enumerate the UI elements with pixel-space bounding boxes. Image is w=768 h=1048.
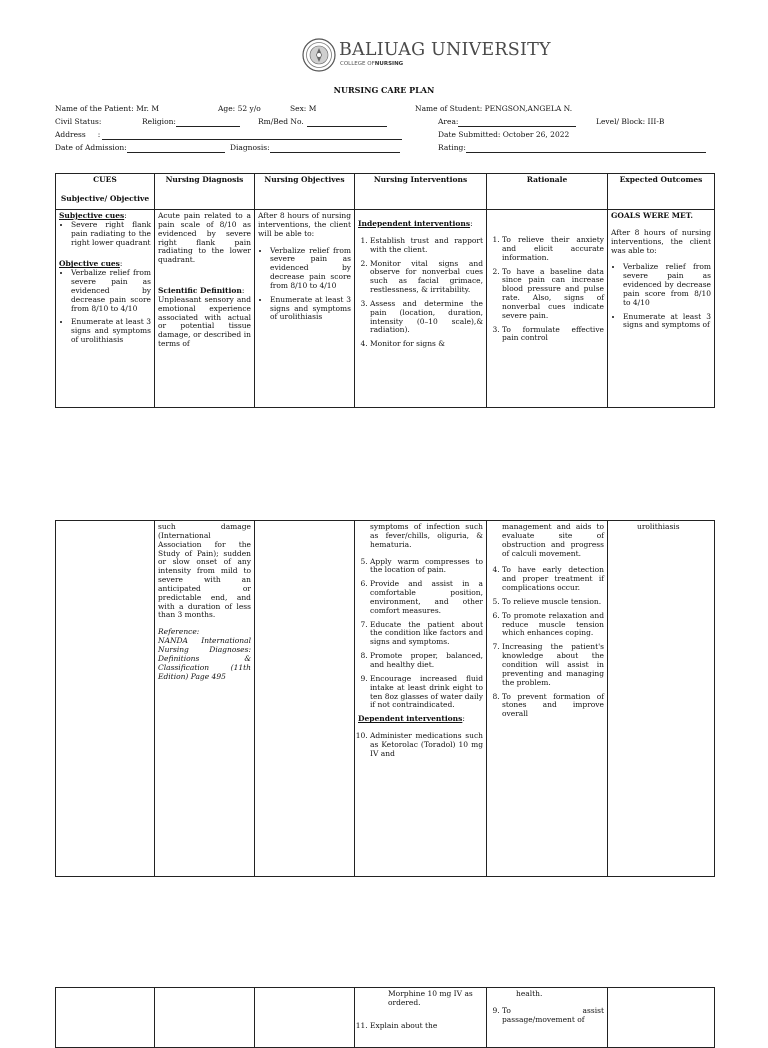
civil-status-line: Civil Status: <box>55 117 102 126</box>
intervention-item: 5. Apply warm compresses to the location of pain. <box>370 558 483 576</box>
interventions-cell <box>355 521 487 877</box>
university-logo <box>302 38 551 74</box>
header-rationale: Rationale <box>487 174 608 210</box>
rationale-item: 7. Increasing the patient's knowledge about the condition will assist in preventing and managing the problem. <box>502 643 604 687</box>
interventions-list <box>358 1022 483 1031</box>
objectives-cell <box>255 521 355 877</box>
rationale-item: 5. To relieve muscle tension. <box>502 598 604 607</box>
area-line: Area: <box>438 118 576 127</box>
date-submitted-line: Date Submitted: October 26, 2022 <box>438 130 570 139</box>
independent-heading: Independent interventions: <box>358 219 473 228</box>
outcome-continued: urolithiasis <box>637 522 680 531</box>
diagnosis-cell <box>155 521 255 877</box>
intervention-continued: symptoms of infection such as fever/chills, oliguria, & hematuria. <box>370 522 483 549</box>
intervention-item: 8. Promote proper, balanced, and healthy diet. <box>370 652 483 670</box>
rationale-list <box>490 236 604 343</box>
care-plan-table-page3 <box>55 987 715 1048</box>
diagnosis-line: Diagnosis: <box>230 144 400 153</box>
age-value: 52 y/o <box>237 104 261 113</box>
diagnosis-text: Acute pain related to a pain scale of 8/10 as evidenced by severe right flank pain radiating to the lower quadrant. <box>158 211 251 265</box>
patient-name-line: Name of the Patient: Mr. M <box>55 104 159 113</box>
outcomes-intro: After 8 hours of nursing interventions, the client was able to: <box>611 227 711 255</box>
rationale-item: 3. To formulate effective pain control <box>502 326 604 344</box>
objective-cue-item: • Enumerate at least 3 signs and symptoms of urolithiasis <box>71 318 151 345</box>
objectives-cell <box>255 210 355 408</box>
rationale-item: 4. To have early detection and proper treatment if complications occur. <box>502 566 604 593</box>
university-seal-icon <box>302 38 336 72</box>
scientific-definition-heading: Scientific Definition: <box>158 286 245 296</box>
rationale-item: 1. To relieve their anxiety and elicit accurate information. <box>502 236 604 263</box>
rm-bed-line: Rm/Bed No. <box>258 118 387 127</box>
intervention-item: 7. Educate the patient about the condition like factors and signs and symptoms. <box>370 621 483 648</box>
scientific-definition-text: Unpleasant sensory and emotional experience associated with actual or potential tissue damage, or described in terms of <box>158 294 251 349</box>
subjective-cues-heading: Subjective cues: <box>59 211 127 220</box>
objectives-intro: After 8 hours of nursing interventions, the client will be able to: <box>258 211 351 238</box>
rationale-list <box>490 566 604 719</box>
header-interventions: Nursing Interventions <box>355 174 487 210</box>
rationale-list <box>490 1007 604 1025</box>
intervention-item: 2. Monitor vital signs and observe for nonverbal cues such as facial grimace, restlessness, & irritability. <box>370 260 483 295</box>
rationale-item: 2. To have a baseline data since pain can increase blood pressure and pulse rate. Also, signs of nonverbal cues indicate severe pain. <box>502 268 604 321</box>
intervention-item: 4. Monitor for signs & <box>370 340 483 349</box>
rating-line: Rating: <box>438 144 706 153</box>
header-diagnosis: Nursing Diagnosis <box>155 174 255 210</box>
dependent-list <box>358 732 483 759</box>
care-plan-table-page2 <box>55 520 715 877</box>
outcomes-cell <box>608 521 715 877</box>
rationale-cell <box>487 988 608 1048</box>
header-cues: CUES Subjective/ Objective <box>56 174 155 210</box>
rationale-continued: health. <box>516 989 543 998</box>
cues-cell <box>56 210 155 408</box>
objectives-cell <box>255 988 355 1048</box>
intervention-item: 11. Explain about the <box>370 1022 483 1031</box>
intervention-item: 9. Encourage increased fluid intake at least drink eight to ten 8oz glasses of water daily if not contraindicated. <box>370 675 483 710</box>
objective-cues-list <box>59 269 151 345</box>
diagnosis-text-continued: such damage (International Association for the Study of Pain); sudden or slow onset of any intensity from mild to severe with an anticipated or predictable end, and with a duration of less than 3 months. <box>158 522 251 620</box>
reference-text: NANDA International Nursing Diagnoses: Definitions & Classification (11th Edition) Page 495 <box>158 636 251 681</box>
objective-item: • Enumerate at least 3 signs and symptoms of urolithiasis <box>270 296 351 323</box>
outcome-item: • Verbalize relief from severe pain as evidenced by decrease pain score from 8/10 to 4/10 <box>623 263 711 307</box>
interventions-cell <box>355 988 487 1048</box>
intervention-continued: Morphine 10 mg IV as ordered. <box>388 989 473 1007</box>
document-title: NURSING CARE PLAN <box>333 85 435 95</box>
cues-cell <box>56 988 155 1048</box>
header-objectives: Nursing Objectives <box>255 174 355 210</box>
rationale-item: 8. To prevent formation of stones and improve overall <box>502 693 604 720</box>
objective-cue-item: • Verbalize relief from severe pain as evidenced by decrease pain score from 8/10 to 4/10 <box>71 269 151 313</box>
rationale-item: 9. To assist passage/movement of <box>502 1007 604 1025</box>
sex-line: Sex: M <box>290 104 317 113</box>
age-line: Age: 52 y/o <box>218 104 261 113</box>
intervention-item: 1. Establish trust and rapport with the client. <box>370 237 483 255</box>
college-name: COLLEGE OFNURSING <box>340 61 404 67</box>
intervention-item: 6. Provide and assist in a comfortable position, environment, and other comfort measures. <box>370 580 483 615</box>
religion-line: Religion: <box>142 118 240 127</box>
student-name-line: Name of Student: PENGSON,ANGELA N. <box>415 104 573 113</box>
subjective-cues-list <box>59 221 151 248</box>
interventions-cell <box>355 210 487 408</box>
outcomes-list <box>611 263 711 330</box>
rationale-cell <box>487 521 608 877</box>
rationale-item: 6. To promote relaxation and reduce muscle tension which enhances coping. <box>502 612 604 639</box>
interventions-list <box>358 237 483 349</box>
goals-met-heading: GOALS WERE MET. <box>611 211 694 220</box>
rationale-cell <box>487 210 608 408</box>
address-line: Address : <box>55 131 402 140</box>
outcomes-cell <box>608 988 715 1048</box>
care-plan-table-page1 <box>55 173 715 408</box>
objectives-list <box>258 247 351 323</box>
admission-date-line: Date of Admission: <box>55 144 225 153</box>
outcome-item: • Enumerate at least 3 signs and symptoms of <box>623 313 711 331</box>
subjective-cue-item: • Severe right flank pain radiating to the right lower quadrant <box>71 221 151 248</box>
diagnosis-cell <box>155 210 255 408</box>
level-block-line: Level/ Block: III-B <box>596 117 665 126</box>
dependent-heading: Dependent interventions: <box>358 714 465 724</box>
cues-cell <box>56 521 155 877</box>
university-name: BALIUAG UNIVERSITY <box>339 40 551 60</box>
objective-item: • Verbalize relief from severe pain as evidenced by decrease pain score from 8/10 to 4/10 <box>270 247 351 291</box>
header-outcomes: Expected Outcomes <box>608 174 715 210</box>
diagnosis-cell <box>155 988 255 1048</box>
level-block-value: III-B <box>647 117 665 126</box>
intervention-item: 10. Administer medications such as Ketorolac (Toradol) 10 mg IV and <box>370 732 483 759</box>
interventions-list <box>358 558 483 711</box>
reference-heading: Reference: <box>158 627 200 637</box>
outcomes-cell <box>608 210 715 408</box>
date-submitted-value: October 26, 2022 <box>502 130 570 139</box>
sex-value: M <box>308 104 317 113</box>
student-name-value: PENGSON,ANGELA N. <box>484 104 573 113</box>
patient-name-value: Mr. M <box>136 104 159 113</box>
rationale-continued: management and aids to evaluate site of obstruction and progress of calculi movement. <box>502 522 604 558</box>
objective-cues-heading: Objective cues: <box>59 259 123 269</box>
intervention-item: 3. Assess and determine the pain (location, duration, intensity (0–10 scale),& radiation). <box>370 300 483 335</box>
